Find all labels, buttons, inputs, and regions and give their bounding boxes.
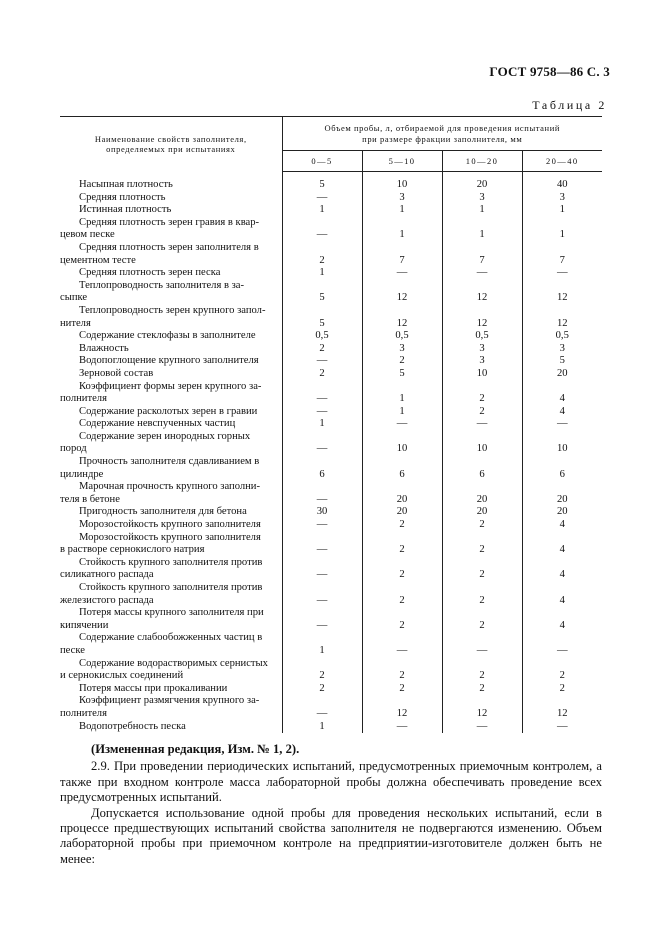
sample-volume-cell: 3 — [362, 192, 442, 205]
property-name: Средняя плотность зерен гравия в квар- цевом песке — [60, 216, 260, 241]
sample-volume-cell: — — [282, 192, 362, 205]
sample-volume-cell: 20 — [362, 481, 442, 506]
sample-volume-cell: 0,5 — [362, 330, 442, 343]
sample-volume-cell: — — [362, 267, 442, 280]
sample-volume-cell: 7 — [362, 242, 442, 267]
sample-volume-cell: 3 — [442, 192, 522, 205]
property-name: Коэффициент формы зерен крупного за- полнителя — [60, 380, 262, 405]
aggregate-sample-table — [60, 116, 602, 733]
property-name: Содержание зерен инородных горных пород — [60, 430, 251, 455]
sample-volume-cell: 10 — [362, 431, 442, 456]
sample-volume-cell: — — [442, 632, 522, 657]
sample-volume-group-header: Объем пробы, л, отбираемой для проведения испытаний при размере фракции заполнителя, мм — [282, 117, 602, 151]
sample-volume-cell: 1 — [362, 217, 442, 242]
sample-volume-cell: 2 — [362, 355, 442, 368]
property-name: Морозостойкость крупного заполнителя — [79, 519, 261, 531]
sample-volume-cell: 2 — [282, 242, 362, 267]
sample-volume-cell: 6 — [522, 456, 602, 481]
sample-volume-cell: 4 — [522, 381, 602, 406]
sample-volume-cell: 20 — [522, 368, 602, 381]
table-row — [60, 330, 602, 343]
sample-volume-cell: 20 — [442, 172, 522, 192]
property-name: Содержание стеклофазы в заполнителе — [79, 330, 256, 342]
sample-volume-cell: — — [282, 355, 362, 368]
sample-volume-cell: — — [282, 431, 362, 456]
property-name: Зерновой состав — [79, 367, 154, 379]
sample-volume-cell: 4 — [522, 532, 602, 557]
sample-volume-cell: 6 — [282, 456, 362, 481]
sample-volume-cell: — — [282, 217, 362, 242]
property-name: Потеря массы при прокаливании — [79, 682, 228, 694]
sample-volume-cell: 2 — [362, 532, 442, 557]
sample-volume-cell: — — [522, 632, 602, 657]
paragraph-sample-note: Допускается использование одной пробы для проведения нескольких испытаний, если в процессе предшествующих испытаний свойства заполнителя не подвергаются изменению. Объем лабораторной пробы при приемочном контроле на предприятии-изготовителе должен быть не менее: — [60, 805, 602, 866]
property-name: Средняя плотность зерен песка — [79, 267, 221, 279]
table-row — [60, 683, 602, 696]
table-row — [60, 582, 602, 607]
sample-volume-cell: — — [522, 418, 602, 431]
table-row — [60, 381, 602, 406]
property-name: Содержание слабообожженных частиц в песке — [60, 632, 263, 656]
sample-volume-cell: 10 — [442, 368, 522, 381]
table-row — [60, 242, 602, 267]
property-name: Средняя плотность зерен заполнителя в цементном тесте — [60, 241, 259, 266]
table-row — [60, 532, 602, 557]
sample-volume-cell: 30 — [282, 506, 362, 519]
fraction-header: 5—10 — [362, 151, 442, 172]
sample-volume-cell: 4 — [522, 607, 602, 632]
sample-volume-cell: 12 — [442, 305, 522, 330]
sample-volume-cell: 5 — [282, 172, 362, 192]
sample-volume-cell: — — [282, 582, 362, 607]
sample-volume-cell: 6 — [362, 456, 442, 481]
sample-volume-cell: 7 — [442, 242, 522, 267]
sample-volume-cell: 2 — [362, 607, 442, 632]
table-row — [60, 204, 602, 217]
table-row — [60, 406, 602, 419]
sample-volume-cell: — — [362, 418, 442, 431]
property-name: Коэффициент размягчения крупного за- полнителя — [60, 695, 260, 719]
sample-volume-cell: — — [282, 519, 362, 532]
sample-volume-cell: 12 — [442, 280, 522, 305]
sample-volume-cell: 12 — [522, 695, 602, 720]
table-row — [60, 305, 602, 330]
sample-volume-cell: 10 — [362, 172, 442, 192]
sample-volume-cell: — — [282, 607, 362, 632]
paragraph-2-9: 2.9. При проведении периодических испытаний, предусмотренных приемочным контролем, а также при входном контроле масса лабораторной пробы должна обеспечивать проведение всех предусмотренных испытаний. — [60, 759, 602, 805]
sample-volume-cell: 1 — [362, 204, 442, 217]
table-row — [60, 658, 602, 683]
property-name: Морозостойкость крупного заполнителя в растворе сернокислого натрия — [60, 531, 261, 556]
sample-volume-cell: — — [522, 267, 602, 280]
sample-volume-cell: 1 — [442, 217, 522, 242]
sample-volume-cell: — — [362, 632, 442, 657]
sample-volume-cell: 5 — [522, 355, 602, 368]
property-name: Потеря массы крупного заполнителя при кипячении — [60, 607, 264, 631]
property-name: Теплопроводность зерен крупного запол- нителя — [60, 304, 266, 329]
sample-volume-cell: 40 — [522, 172, 602, 192]
sample-volume-cell: 1 — [282, 632, 362, 657]
sample-volume-cell: 20 — [362, 506, 442, 519]
sample-volume-cell: 3 — [522, 343, 602, 356]
sample-volume-cell: 2 — [362, 658, 442, 683]
table-row — [60, 343, 602, 356]
property-column-header: Наименование свойств заполнителя, определяемых при испытаниях — [60, 117, 282, 172]
sample-volume-cell: 0,5 — [282, 330, 362, 343]
property-name: Стойкость крупного заполнителя против силикатного распада — [60, 556, 263, 581]
sample-volume-cell: — — [282, 381, 362, 406]
table-row — [60, 607, 602, 632]
property-name: Влажность — [79, 342, 129, 354]
table-row — [60, 217, 602, 242]
sample-volume-cell: 20 — [522, 506, 602, 519]
sample-volume-cell: 2 — [442, 557, 522, 582]
fraction-header: 0—5 — [282, 151, 362, 172]
sample-volume-cell: 2 — [442, 658, 522, 683]
sample-volume-cell: 5 — [362, 368, 442, 381]
sample-volume-cell: 2 — [442, 381, 522, 406]
sample-volume-cell: 12 — [362, 695, 442, 720]
table-row — [60, 481, 602, 506]
sample-volume-cell: 2 — [282, 343, 362, 356]
table-caption: Таблица 2 — [532, 98, 607, 112]
sample-volume-cell: 10 — [442, 431, 522, 456]
page-header: ГОСТ 9758—86 С. 3 — [489, 64, 610, 79]
sample-volume-cell: 2 — [282, 683, 362, 696]
table-row — [60, 431, 602, 456]
table-row — [60, 695, 602, 720]
sample-volume-cell: 12 — [362, 280, 442, 305]
table-row — [60, 172, 602, 192]
property-name: Теплопроводность заполнителя в за- сыпке — [60, 279, 245, 304]
sample-volume-cell: 2 — [442, 532, 522, 557]
sample-volume-cell: 3 — [362, 343, 442, 356]
sample-volume-cell: 2 — [442, 683, 522, 696]
property-name: Насыпная плотность — [79, 179, 173, 190]
table-row — [60, 355, 602, 368]
sample-volume-cell: — — [362, 721, 442, 734]
sample-volume-cell: 0,5 — [442, 330, 522, 343]
property-name: Стойкость крупного заполнителя против железистого распада — [60, 582, 263, 606]
table-row — [60, 519, 602, 532]
sample-volume-cell: 2 — [282, 658, 362, 683]
sample-volume-cell: 2 — [362, 683, 442, 696]
table-row — [60, 368, 602, 381]
fraction-header: 10—20 — [442, 151, 522, 172]
sample-volume-cell: 3 — [442, 355, 522, 368]
sample-volume-cell: — — [442, 267, 522, 280]
table-row — [60, 632, 602, 657]
sample-volume-cell: 2 — [442, 607, 522, 632]
sample-volume-cell: 5 — [282, 280, 362, 305]
sample-volume-cell: 5 — [282, 305, 362, 330]
sample-volume-cell: 12 — [522, 305, 602, 330]
sample-volume-cell: — — [282, 406, 362, 419]
table-row — [60, 192, 602, 205]
sample-volume-cell: 1 — [282, 204, 362, 217]
sample-volume-cell: — — [442, 418, 522, 431]
sample-volume-cell: 2 — [442, 519, 522, 532]
sample-volume-cell: — — [282, 557, 362, 582]
sample-volume-cell: 4 — [522, 519, 602, 532]
sample-volume-cell: 1 — [522, 217, 602, 242]
sample-volume-cell: 2 — [522, 683, 602, 696]
sample-volume-cell: 4 — [522, 582, 602, 607]
sample-volume-cell: 3 — [442, 343, 522, 356]
sample-volume-cell: 2 — [282, 368, 362, 381]
property-name: Содержание невспученных частиц — [79, 418, 236, 430]
sample-volume-cell: 2 — [442, 406, 522, 419]
sample-volume-cell: 20 — [522, 481, 602, 506]
sample-volume-cell: 2 — [522, 658, 602, 683]
body-text — [60, 742, 602, 867]
sample-volume-cell: 2 — [362, 557, 442, 582]
sample-volume-cell: 1 — [362, 381, 442, 406]
sample-volume-cell: 20 — [442, 506, 522, 519]
sample-volume-cell: 10 — [522, 431, 602, 456]
sample-volume-cell: — — [282, 481, 362, 506]
property-name: Средняя плотность — [79, 191, 166, 203]
sample-volume-cell: 2 — [442, 582, 522, 607]
sample-volume-cell: 1 — [282, 418, 362, 431]
table-row — [60, 456, 602, 481]
table-row — [60, 721, 602, 734]
sample-volume-cell: 1 — [522, 204, 602, 217]
sample-volume-cell: 12 — [522, 280, 602, 305]
fraction-header: 20—40 — [522, 151, 602, 172]
property-name: Пригодность заполнителя для бетона — [79, 506, 247, 518]
sample-volume-cell: 4 — [522, 406, 602, 419]
property-name: Истинная плотность — [79, 204, 172, 216]
sample-volume-cell: — — [522, 721, 602, 734]
property-name: Содержание водорастворимых сернистых и сернокислых соединений — [60, 657, 268, 682]
sample-volume-cell: 2 — [362, 519, 442, 532]
property-name: Водопоглощение крупного заполнителя — [79, 355, 259, 367]
sample-volume-cell: 0,5 — [522, 330, 602, 343]
table-row — [60, 418, 602, 431]
sample-volume-cell: 7 — [522, 242, 602, 267]
table-row — [60, 267, 602, 280]
sample-volume-cell: 1 — [282, 721, 362, 734]
sample-volume-cell: 12 — [362, 305, 442, 330]
sample-volume-cell: 1 — [282, 267, 362, 280]
sample-volume-cell: — — [442, 721, 522, 734]
property-name: Прочность заполнителя сдавливанием в цилиндре — [60, 456, 260, 480]
property-name: Водопотребность песка — [79, 720, 186, 732]
sample-volume-cell: 2 — [362, 582, 442, 607]
sample-volume-cell: 1 — [442, 204, 522, 217]
sample-volume-cell: 3 — [522, 192, 602, 205]
edit-note: (Измененная редакция, Изм. № 1, 2). — [91, 742, 300, 756]
sample-volume-cell: — — [282, 532, 362, 557]
table-row — [60, 557, 602, 582]
sample-volume-cell: — — [282, 695, 362, 720]
property-name: Содержание расколотых зерен в гравии — [79, 405, 258, 417]
table-row — [60, 280, 602, 305]
property-name: Марочная прочность крупного заполни- теля в бетоне — [60, 481, 261, 505]
sample-volume-cell: 6 — [442, 456, 522, 481]
sample-volume-cell: 4 — [522, 557, 602, 582]
sample-volume-cell: 1 — [362, 406, 442, 419]
sample-volume-cell: 20 — [442, 481, 522, 506]
table-row — [60, 506, 602, 519]
sample-volume-cell: 12 — [442, 695, 522, 720]
